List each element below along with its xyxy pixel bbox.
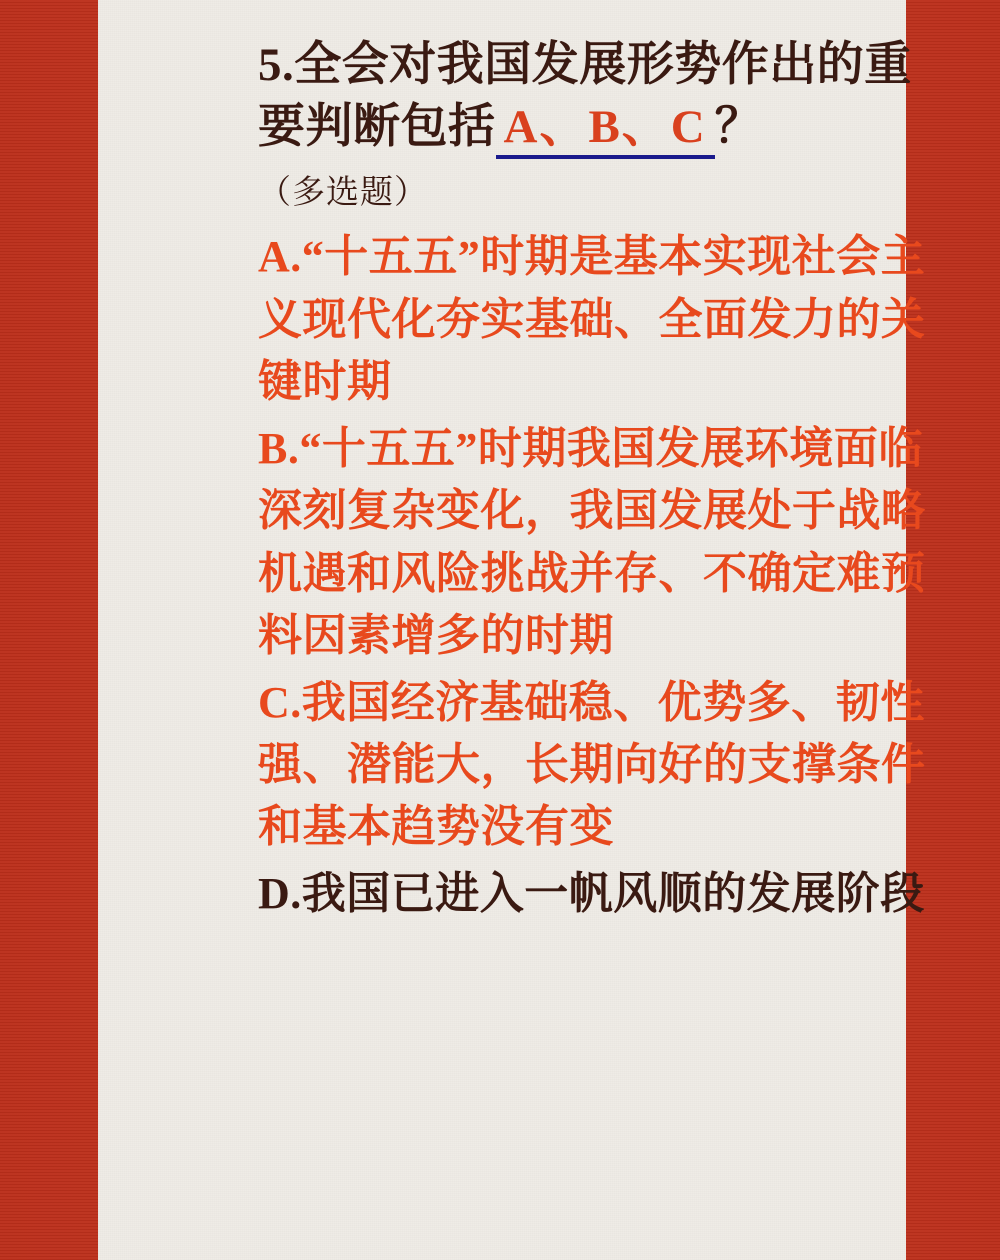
question-stem-end: ？: [714, 101, 763, 154]
option-a-text: “十五五”时期是基本实现社会主义现代化夯实基础、全面发力的关键时期: [258, 232, 926, 407]
option-d-letter: D.: [258, 868, 302, 918]
question-type-label: （多选题）: [258, 175, 428, 212]
option-a[interactable]: [258, 226, 958, 413]
option-b-letter: B.: [258, 423, 300, 473]
option-c-letter: C.: [258, 677, 302, 727]
answer-blank: A、B、C: [496, 101, 715, 159]
options-list: [258, 226, 958, 925]
quiz-content: [258, 34, 958, 929]
option-a-letter: A.: [258, 232, 302, 282]
option-d[interactable]: [258, 863, 958, 925]
option-b[interactable]: [258, 418, 958, 668]
paper-panel: [98, 0, 926, 1260]
option-b-text: “十五五”时期我国发展环境面临深刻复杂变化，我国发展处于战略机遇和风险挑战并存、不确定难预料因素增多的时期: [258, 423, 926, 661]
option-c-text: 我国经济基础稳、优势多、韧性强、潜能大，长期向好的支撑条件和基本趋势没有变: [258, 677, 926, 852]
option-c[interactable]: [258, 672, 958, 859]
option-d-text: 我国已进入一帆风顺的发展阶段: [301, 868, 925, 918]
question-title: [258, 34, 958, 158]
question-stem: 5.全会对我国发展形势作出的重要判断包括: [258, 39, 912, 154]
